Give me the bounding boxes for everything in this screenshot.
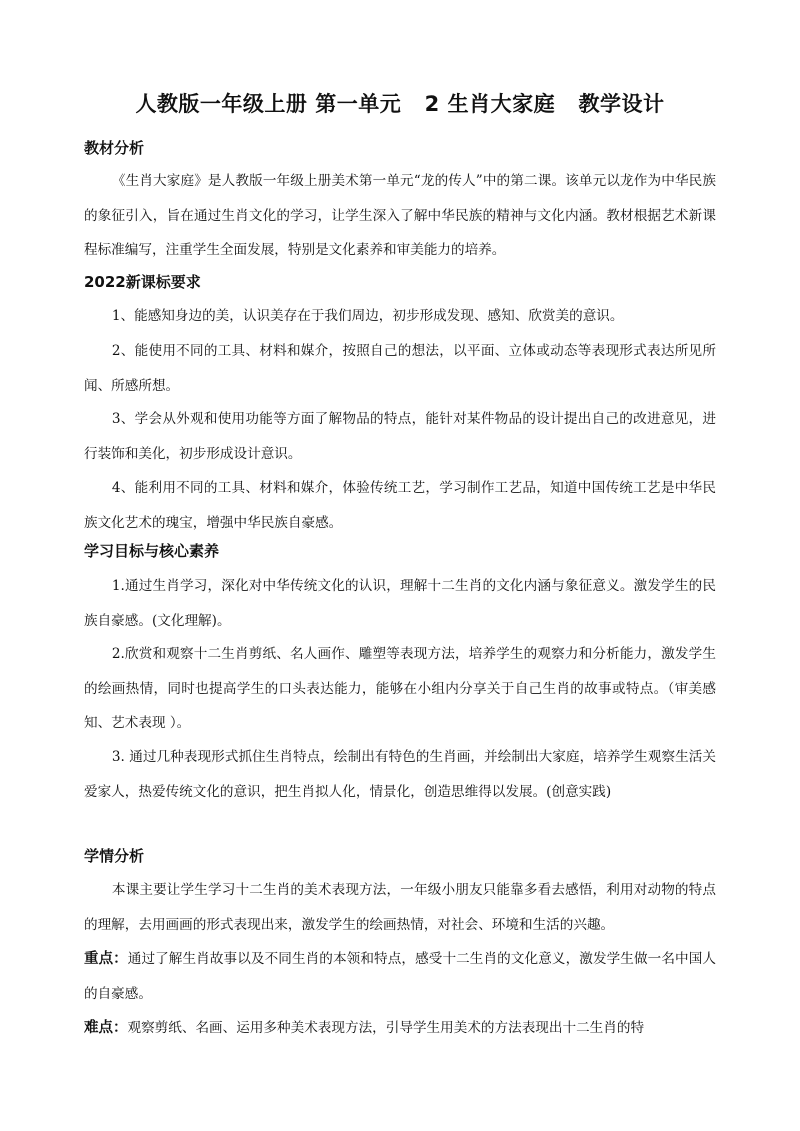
curriculum-item-2: 2、能使用不同的工具、材料和媒介，按照自己的想法，以平面、立体或动态等表现形式表达所见所闻、所感所想。: [84, 343, 716, 394]
difficulty-paragraph: [84, 1011, 716, 1046]
curriculum-item-4: 4、能利用不同的工具、材料和媒介，体验传统工艺，学习制作工艺品，知道中国传统工艺是中华民族文化艺术的瑰宝，增强中华民族自豪感。: [84, 480, 716, 531]
curriculum-item-3: 3、学会从外观和使用功能等方面了解物品的特点，能针对某件物品的设计提出自己的改进意见，进行装饰和美化，初步形成设计意识。: [84, 411, 716, 462]
key-point-paragraph: [84, 942, 716, 1011]
objective-item-2: 2.欣赏和观察十二生肖剪纸、名人画作、雕塑等表现方法，培养学生的观察力和分析能力，激发学生的绘画热情，同时也提高学生的口头表达能力，能够在小组内分享关于自己生肖的故事或特点。（审美感知、艺术表现 ）。: [84, 646, 716, 731]
document-title: 人教版一年级上册 第一单元 2 生肖大家庭 教学设计: [135, 92, 665, 116]
learner-analysis-paragraph: 本课主要让学生学习十二生肖的美术表现方法，一年级小朋友只能靠多看去感悟，利用对动物的特点的理解，去用画画的形式表现出来，激发学生的绘画热情，对社会、环境和生活的兴趣。: [84, 882, 716, 933]
objective-item-1: 1.通过生肖学习，深化对中华传统文化的认识，理解十二生肖的文化内涵与象征意义。激发学生的民族自豪感。(文化理解)。: [84, 578, 716, 629]
heading-learning-objectives: 学习目标与核心素养: [84, 542, 220, 560]
key-point-label: 重点：: [84, 951, 128, 967]
objective-item-3: 3. 通过几种表现形式抓住生肖特点，绘制出有特色的生肖画，并绘制出大家庭，培养学生观察生活关爱家人，热爱传统文化的意识，把生肖拟人化，情景化，创造思维得以发展。(创意实践): [84, 749, 716, 800]
textbook-analysis-paragraph: 《生肖大家庭》是人教版一年级上册美术第一单元“龙的传人”中的第二课。该单元以龙作为中华民族的象征引入，旨在通过生肖文化的学习，让学生深入了解中华民族的精神与文化内涵。教材根据艺术新课程标准编写，注重学生全面发展，特别是文化素养和审美能力的培养。: [84, 173, 716, 258]
heading-textbook-analysis: 教材分析: [84, 139, 145, 157]
heading-curriculum-requirements: 2022新课标要求: [84, 273, 201, 291]
difficulty-label: 难点：: [84, 1020, 128, 1036]
curriculum-item-1: 1、能感知身边的美，认识美存在于我们周边，初步形成发现、感知、欣赏美的意识。: [111, 308, 624, 324]
key-point-text: 通过了解生肖故事以及不同生肖的本领和特点，感受十二生肖的文化意义，激发学生做一名中国人的自豪感。: [84, 951, 716, 1002]
heading-learner-analysis: 学情分析: [84, 847, 145, 865]
difficulty-text: 观察剪纸、名画、运用多种美术表现方法，引导学生用美术的方法表现出十二生肖的特: [127, 1020, 645, 1036]
